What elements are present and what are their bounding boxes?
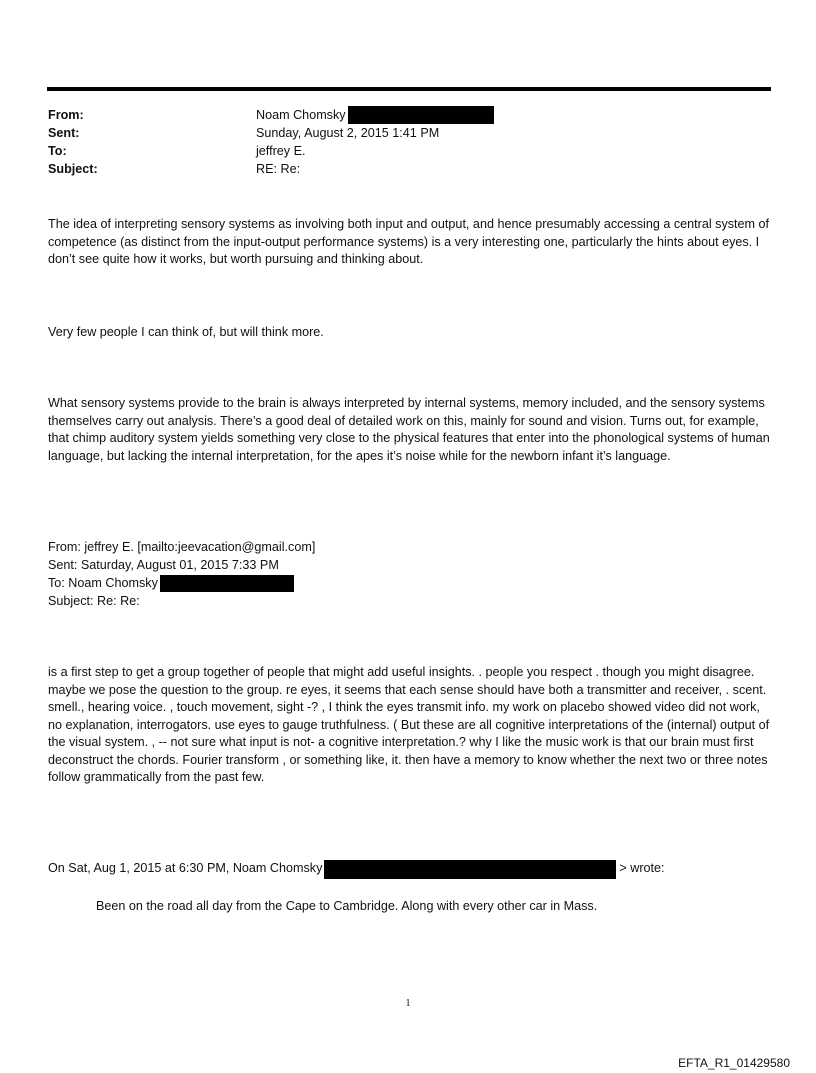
header-divider [47, 87, 771, 91]
quoted-to-row [48, 574, 315, 592]
redaction-block [160, 575, 294, 592]
document-id: EFTA_R1_01429580 [678, 1056, 790, 1070]
subject-row [48, 160, 494, 178]
sent-label: Sent: [48, 126, 80, 140]
to-value: jeffrey E. [256, 144, 306, 158]
sent-row [48, 124, 494, 142]
from-sender-name: Noam Chomsky [256, 108, 346, 122]
quoted-body: is a first step to get a group together of people that might add useful insights. . people you respect . though you might disagree. maybe we pose the question to the group. re eyes, it seems that each sense should have both a transmitter and receiver, . scent. smell., hearing voice. , touch movement, sight -? , I think the eyes transmit info. my work on placebo showed video did not work, no explanation, interrogators. use eyes to gauge truthfulness. ( But these are all cognitive interpretations of the (internal) output of the visual system. , -- not sure what input is not- a cognitive interpretation.? why I like the music work is that our brain must first deconstruct the chords. Fourier transform , or something like, it. then have a memory to know whether the next two or three notes follow grammatically from the past few. [48, 665, 770, 784]
body-paragraph-3: What sensory systems provide to the brain is always interpreted by internal systems, memory included, and the sensory systems themselves carry out analysis. There’s a good deal of detailed work on this, mainly for sound and vision. Turns out, for example, that chimp auditory system yields something very close to the physical features that enter into the phonological systems of human language, but lacking the internal interpretation, for the apes it’s noise while for the newborn infant it’s language. [48, 396, 770, 463]
attribution-suffix: > wrote: [619, 861, 665, 876]
reply-attribution-line [48, 860, 665, 878]
quoted-to: To: Noam Chomsky [48, 576, 158, 590]
to-label: To: [48, 144, 67, 158]
sent-value: Sunday, August 2, 2015 1:41 PM [256, 126, 440, 140]
from-value [256, 106, 494, 124]
quoted-sent: Sent: Saturday, August 01, 2015 7:33 PM [48, 558, 279, 572]
subject-value: RE: Re: [256, 162, 301, 176]
redaction-block [324, 860, 616, 879]
body-paragraph-1: The idea of interpreting sensory systems as involving both input and output, and hence presumably accessing a central system of competence (as distinct from the input-output performance systems) is a very interesting one, particularly the hints about eyes. I don’t see quite how it works, but worth pursuing and thinking about. [48, 217, 770, 266]
earliest-message-text: Been on the road all day from the Cape to Cambridge. Along with every other car in Mass. [96, 899, 598, 913]
redaction-block [348, 106, 494, 124]
to-row [48, 142, 494, 160]
subject-label: Subject: [48, 162, 98, 176]
email-header [48, 106, 494, 178]
page-number: 1 [405, 998, 411, 1009]
quoted-subject: Subject: Re: Re: [48, 594, 140, 608]
body-paragraph-2: Very few people I can think of, but will think more. [48, 325, 324, 339]
quoted-email-header [48, 538, 315, 610]
from-label: From: [48, 108, 84, 122]
attribution-prefix: On Sat, Aug 1, 2015 at 6:30 PM, Noam Chomsky [48, 861, 323, 876]
quoted-from: From: jeffrey E. [mailto:jeevacation@gmail.com] [48, 540, 316, 554]
from-row [48, 106, 494, 124]
